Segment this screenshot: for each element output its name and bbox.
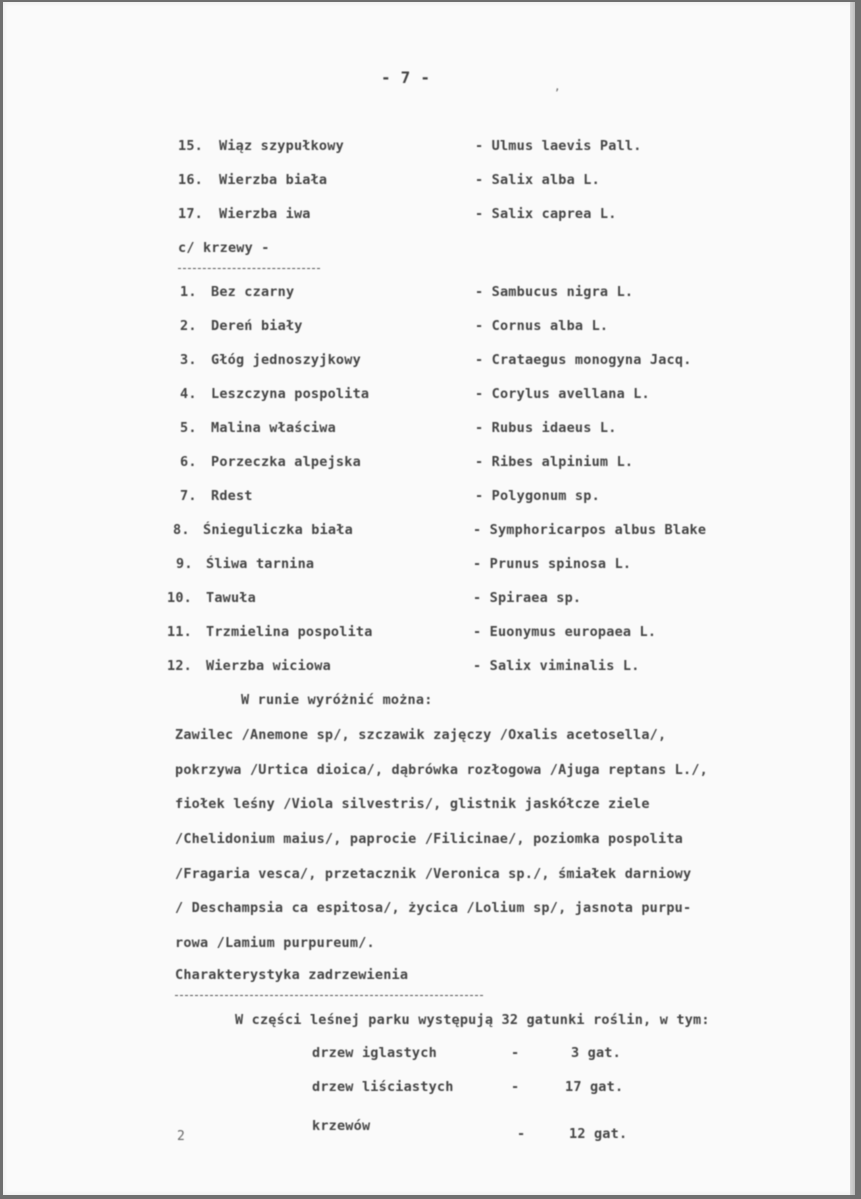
runo-intro: W runie wyróżnić można:: [241, 692, 433, 708]
list-item-name: Śliwa tarnina: [206, 556, 315, 572]
list-item-name: Wierzba wiciowa: [206, 658, 331, 674]
list-item-name: Rdest: [211, 488, 253, 504]
runo-line: / Deschampsia ca espitosa/, życica /Lolium sp/, jasnota purpu-: [175, 900, 692, 916]
summary-value: 17 gat.: [565, 1079, 624, 1095]
list-item-latin: - Spiraea sp.: [473, 590, 582, 606]
runo-line: Zawilec /Anemone sp/, szczawik zajęczy /Oxalis acetosella/,: [175, 727, 667, 743]
summary-dash: -: [511, 1045, 520, 1061]
section-heading: Charakterystyka zadrzewienia: [175, 967, 409, 983]
list-item-latin: - Symphoricarpos albus Blake: [473, 522, 707, 538]
document-page: [3, 2, 855, 1195]
list-item-number: 12.: [167, 658, 192, 674]
list-item-name: Śnieguliczka biała: [203, 522, 353, 538]
summary-label: drzew liściastych: [312, 1079, 454, 1095]
summary-label: krzewów: [312, 1118, 371, 1134]
list-item-latin: - Sambucus nigra L.: [475, 284, 634, 300]
runo-line: /Fragaria vesca/, przetacznik /Veronica sp./, śmiałek darniowy: [175, 866, 692, 882]
summary-label: drzew iglastych: [312, 1045, 437, 1061]
runo-line: /Chelidonium maius/, paprocie /Filicinae/, poziomka pospolita: [175, 831, 683, 847]
list-item-name: Trzmielina pospolita: [206, 624, 373, 640]
list-item-number: 1.: [180, 284, 197, 300]
list-item-latin: - Salix alba L.: [475, 172, 600, 188]
list-item-latin: - Salix caprea L.: [475, 206, 617, 222]
list-item-name: Dereń biały: [211, 318, 303, 334]
list-item-name: Tawuła: [206, 590, 256, 606]
list-item-number: 17.: [178, 206, 203, 222]
list-item-latin: - Euonymus europaea L.: [473, 624, 657, 640]
list-item-name: Wiąz szypułkowy: [219, 138, 344, 154]
page-number: - 7 -: [381, 68, 431, 87]
runo-line: rowa /Lamium purpureum/.: [175, 935, 375, 951]
list-item-name: Porzeczka alpejska: [211, 454, 361, 470]
section-heading-underline: [175, 995, 483, 996]
list-item-number: 9.: [176, 556, 193, 572]
list-item-number: 2.: [180, 318, 197, 334]
page-edge: [850, 2, 855, 1195]
margin-mark: 2: [177, 1129, 185, 1144]
list-item-name: Malina właściwa: [211, 420, 336, 436]
shrubs-heading-underline: [178, 268, 320, 269]
list-item-latin: - Polygonum sp.: [475, 488, 600, 504]
list-item-number: 6.: [180, 454, 197, 470]
runo-line: fiołek leśny /Viola silvestris/, glistnik jaskółcze ziele: [175, 796, 650, 812]
list-item-number: 11.: [167, 624, 192, 640]
list-item-number: 8.: [173, 522, 190, 538]
list-item-latin: - Crataegus monogyna Jacq.: [475, 352, 692, 368]
list-item-latin: - Ribes alpinium L.: [475, 454, 634, 470]
list-item-latin: - Prunus spinosa L.: [473, 556, 632, 572]
summary-intro: W części leśnej parku występują 32 gatunki roślin, w tym:: [235, 1012, 710, 1028]
summary-dash: -: [511, 1079, 520, 1095]
list-item-latin: - Ulmus laevis Pall.: [475, 138, 642, 154]
list-item-name: Leszczyna pospolita: [211, 386, 370, 402]
shrubs-heading: c/ krzewy -: [178, 240, 270, 256]
list-item-name: Głóg jednoszyjkowy: [211, 352, 361, 368]
list-item-number: 5.: [180, 420, 197, 436]
summary-dash: -: [517, 1126, 526, 1142]
list-item-latin: - Salix viminalis L.: [473, 658, 640, 674]
summary-value: 12 gat.: [569, 1126, 628, 1142]
list-item-name: Wierzba biała: [219, 172, 328, 188]
list-item-latin: - Rubus idaeus L.: [475, 420, 617, 436]
list-item-number: 7.: [180, 488, 197, 504]
runo-line: pokrzywa /Urtica dioica/, dąbrówka rozłogowa /Ajuga reptans L./,: [175, 762, 708, 778]
list-item-number: 16.: [178, 172, 203, 188]
ink-speck: ,: [554, 80, 561, 93]
list-item-latin: - Cornus alba L.: [475, 318, 609, 334]
list-item-number: 3.: [180, 352, 197, 368]
list-item-latin: - Corylus avellana L.: [475, 386, 650, 402]
list-item-name: Wierzba iwa: [219, 206, 311, 222]
list-item-number: 10.: [167, 590, 192, 606]
summary-value: 3 gat.: [571, 1045, 621, 1061]
list-item-name: Bez czarny: [211, 284, 295, 300]
list-item-number: 15.: [178, 138, 203, 154]
list-item-number: 4.: [180, 386, 197, 402]
